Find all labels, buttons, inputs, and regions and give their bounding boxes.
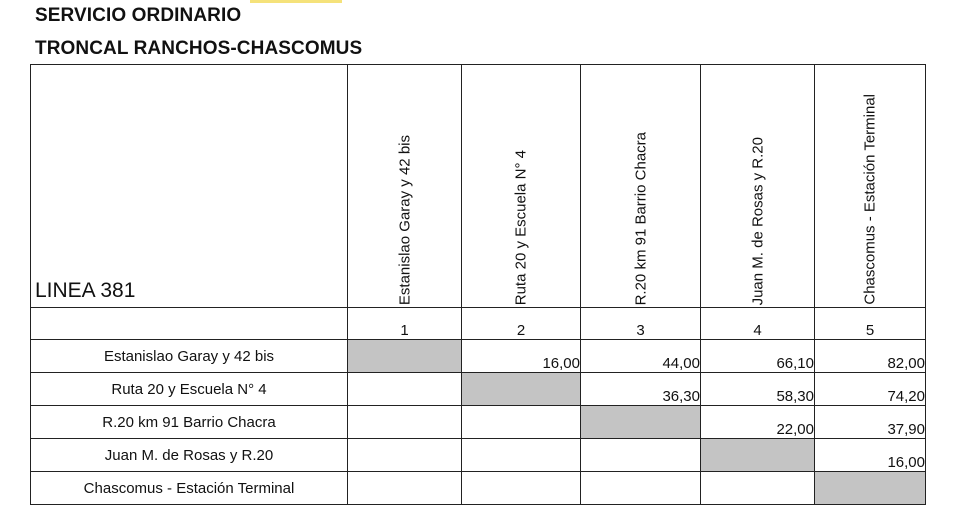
fare-cell: 37,90 — [815, 406, 926, 439]
column-header-5 — [815, 65, 926, 308]
column-header-label: Chascomus - Estación Terminal — [861, 94, 879, 305]
diagonal-cell — [348, 340, 462, 373]
fare-cell: 44,00 — [581, 340, 701, 373]
fare-cell: 82,00 — [815, 340, 926, 373]
service-title: SERVICIO ORDINARIO — [35, 5, 242, 26]
column-header-label: Ruta 20 y Escuela N° 4 — [512, 149, 530, 305]
row-name: R.20 km 91 Barrio Chacra — [31, 406, 348, 439]
fare-cell — [348, 406, 462, 439]
fare-cell: 74,20 — [815, 373, 926, 406]
row-name: Ruta 20 y Escuela N° 4 — [31, 373, 348, 406]
row-name: Juan M. de Rosas y R.20 — [31, 439, 348, 472]
index-row — [31, 308, 926, 340]
fare-cell: 66,10 — [701, 340, 815, 373]
fare-cell: 58,30 — [701, 373, 815, 406]
fare-cell — [348, 439, 462, 472]
row-name: Chascomus - Estación Terminal — [31, 472, 348, 505]
fare-cell: 22,00 — [701, 406, 815, 439]
column-header-3 — [581, 65, 701, 308]
row-name: Estanislao Garay y 42 bis — [31, 340, 348, 373]
column-header-label: R.20 km 91 Barrio Chacra — [632, 131, 649, 305]
column-header-2 — [462, 65, 581, 308]
top-accent-bar — [250, 0, 342, 3]
fare-cell: 16,00 — [815, 439, 926, 472]
column-index: 3 — [581, 308, 701, 340]
table-row — [31, 373, 926, 406]
fare-cell — [462, 406, 581, 439]
fare-cell — [581, 472, 701, 505]
fare-cell: 36,30 — [581, 373, 701, 406]
table-row — [31, 406, 926, 439]
table-row — [31, 439, 926, 472]
fare-cell — [581, 439, 701, 472]
diagonal-cell — [815, 472, 926, 505]
route-title: TRONCAL RANCHOS-CHASCOMUS — [35, 38, 363, 59]
fare-cell: 16,00 — [462, 340, 581, 373]
header-row — [31, 65, 926, 308]
diagonal-cell — [701, 439, 815, 472]
fare-cell — [462, 472, 581, 505]
fare-cell — [348, 472, 462, 505]
fare-cell — [701, 472, 815, 505]
column-index: 5 — [815, 308, 926, 340]
column-index: 1 — [348, 308, 462, 340]
column-header-1 — [348, 65, 462, 308]
column-index: 4 — [701, 308, 815, 340]
line-label-cell — [31, 65, 348, 308]
table-row — [31, 472, 926, 505]
index-blank-cell — [31, 308, 348, 340]
diagonal-cell — [462, 373, 581, 406]
column-header-4 — [701, 65, 815, 308]
column-header-label: Juan M. de Rosas y R.20 — [749, 136, 766, 305]
line-label: LINEA 381 — [35, 279, 136, 302]
column-header-label: Estanislao Garay y 42 bis — [396, 134, 413, 305]
fare-table — [30, 64, 926, 505]
table-row — [31, 340, 926, 373]
diagonal-cell — [581, 406, 701, 439]
column-index: 2 — [462, 308, 581, 340]
fare-cell — [462, 439, 581, 472]
fare-cell — [348, 373, 462, 406]
